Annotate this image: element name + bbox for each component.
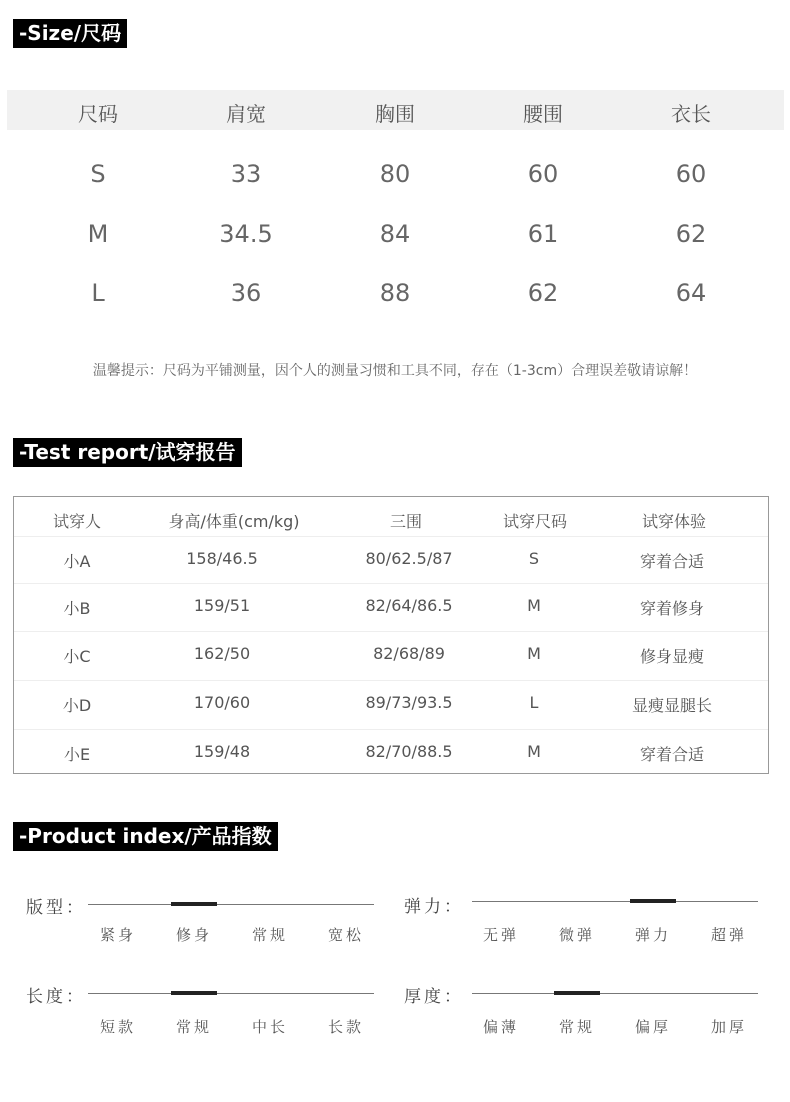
length-index-option: 短款	[99, 1018, 136, 1036]
size-cell: 62	[675, 220, 707, 248]
size-section-title: -Size/尺码	[13, 19, 127, 48]
fit-experience: 穿着合适	[639, 745, 704, 764]
size-header-cell: 尺码	[78, 102, 118, 126]
height-weight: 158/46.5	[186, 549, 258, 568]
thickness-index-option: 常规	[558, 1018, 595, 1036]
length-index-marker	[171, 991, 217, 995]
size-cell: 64	[675, 279, 707, 307]
size-cell: L	[91, 279, 105, 307]
test-report-table	[13, 496, 769, 774]
size-cell: 60	[527, 160, 559, 188]
fit-experience: 穿着修身	[639, 599, 704, 618]
tried-size: M	[527, 742, 541, 761]
tried-size: L	[529, 693, 539, 712]
size-cell: 34.5	[219, 220, 273, 248]
height-weight: 159/51	[193, 596, 251, 615]
thickness-index-scale	[472, 993, 758, 994]
fit-index-option: 紧身	[99, 926, 136, 944]
table-row	[14, 583, 768, 632]
fit-index-marker	[171, 902, 217, 906]
thickness-index-option: 偏厚	[634, 1018, 671, 1036]
tester-name: 小A	[63, 552, 91, 571]
tester-name: 小E	[63, 745, 91, 764]
test-header-cell: 试穿体验	[641, 512, 706, 531]
size-header-cell: 胸围	[375, 102, 415, 126]
test-header-cell: 试穿尺码	[502, 512, 567, 531]
length-index-option: 常规	[175, 1018, 212, 1036]
size-cell: 60	[675, 160, 707, 188]
fit-index-scale	[88, 904, 374, 905]
elasticity-index-scale	[472, 901, 758, 902]
table-row	[14, 680, 768, 729]
tried-size: M	[527, 596, 541, 615]
size-cell: S	[90, 160, 106, 188]
measurements: 89/73/93.5	[365, 693, 453, 712]
size-table-header	[7, 90, 784, 130]
tester-name: 小D	[62, 696, 92, 715]
table-row	[14, 729, 768, 778]
tester-name: 小B	[63, 599, 91, 618]
test-header-cell: 身高/体重(cm/kg)	[168, 512, 300, 531]
size-cell: 84	[379, 220, 411, 248]
measurement-notice: 温馨提示：尺码为平铺测量，因个人的测量习惯和工具不同，存在（1-3cm）合理误差敬请谅解！	[92, 363, 698, 379]
thickness-index-option: 偏薄	[482, 1018, 519, 1036]
elasticity-index-marker	[630, 899, 676, 903]
test-report-section-title: -Test report/试穿报告	[13, 438, 242, 467]
fit-index-option: 常规	[251, 926, 288, 944]
size-table-row	[7, 279, 784, 319]
thickness-index-option: 加厚	[710, 1018, 747, 1036]
length-index-option: 长款	[327, 1018, 364, 1036]
size-cell: 61	[527, 220, 559, 248]
elasticity-index-option: 超弹	[710, 926, 747, 944]
elasticity-index-option: 微弹	[558, 926, 595, 944]
test-header-cell: 试穿人	[52, 512, 101, 531]
size-cell: 80	[379, 160, 411, 188]
height-weight: 162/50	[193, 644, 251, 663]
table-row	[14, 631, 768, 680]
fit-index-label: 版型：	[26, 898, 86, 918]
length-index-scale	[88, 993, 374, 994]
length-index-option: 中长	[251, 1018, 288, 1036]
size-cell: 62	[527, 279, 559, 307]
elasticity-index-option: 无弹	[482, 926, 519, 944]
tried-size: M	[527, 644, 541, 663]
fit-experience: 修身显瘦	[639, 647, 704, 666]
fit-experience: 穿着合适	[639, 552, 704, 571]
size-cell: 33	[230, 160, 262, 188]
tester-name: 小C	[63, 647, 91, 666]
measurements: 80/62.5/87	[365, 549, 453, 568]
size-cell: 36	[230, 279, 262, 307]
measurements: 82/68/89	[373, 644, 445, 663]
fit-experience: 显瘦显腿长	[631, 696, 712, 715]
test-header-cell: 三围	[389, 512, 422, 531]
measurements: 82/70/88.5	[365, 742, 453, 761]
elasticity-index-option: 弹力	[634, 926, 671, 944]
thickness-index-marker	[554, 991, 600, 995]
thickness-index-label: 厚度：	[404, 987, 464, 1007]
fit-index-option: 宽松	[327, 926, 364, 944]
size-table-row	[7, 220, 784, 260]
size-header-cell: 腰围	[523, 102, 563, 126]
size-header-cell: 肩宽	[226, 102, 266, 126]
fit-index-option: 修身	[175, 926, 212, 944]
size-cell: M	[87, 220, 109, 248]
tried-size: S	[528, 549, 540, 568]
size-table-row	[7, 160, 784, 200]
product-index-section-title: -Product index/产品指数	[13, 822, 278, 851]
table-row	[14, 536, 768, 585]
elasticity-index-label: 弹力：	[404, 897, 464, 917]
size-cell: 88	[379, 279, 411, 307]
length-index-label: 长度：	[26, 987, 86, 1007]
height-weight: 170/60	[193, 693, 251, 712]
size-header-cell: 衣长	[671, 102, 711, 126]
height-weight: 159/48	[193, 742, 251, 761]
measurements: 82/64/86.5	[365, 596, 453, 615]
